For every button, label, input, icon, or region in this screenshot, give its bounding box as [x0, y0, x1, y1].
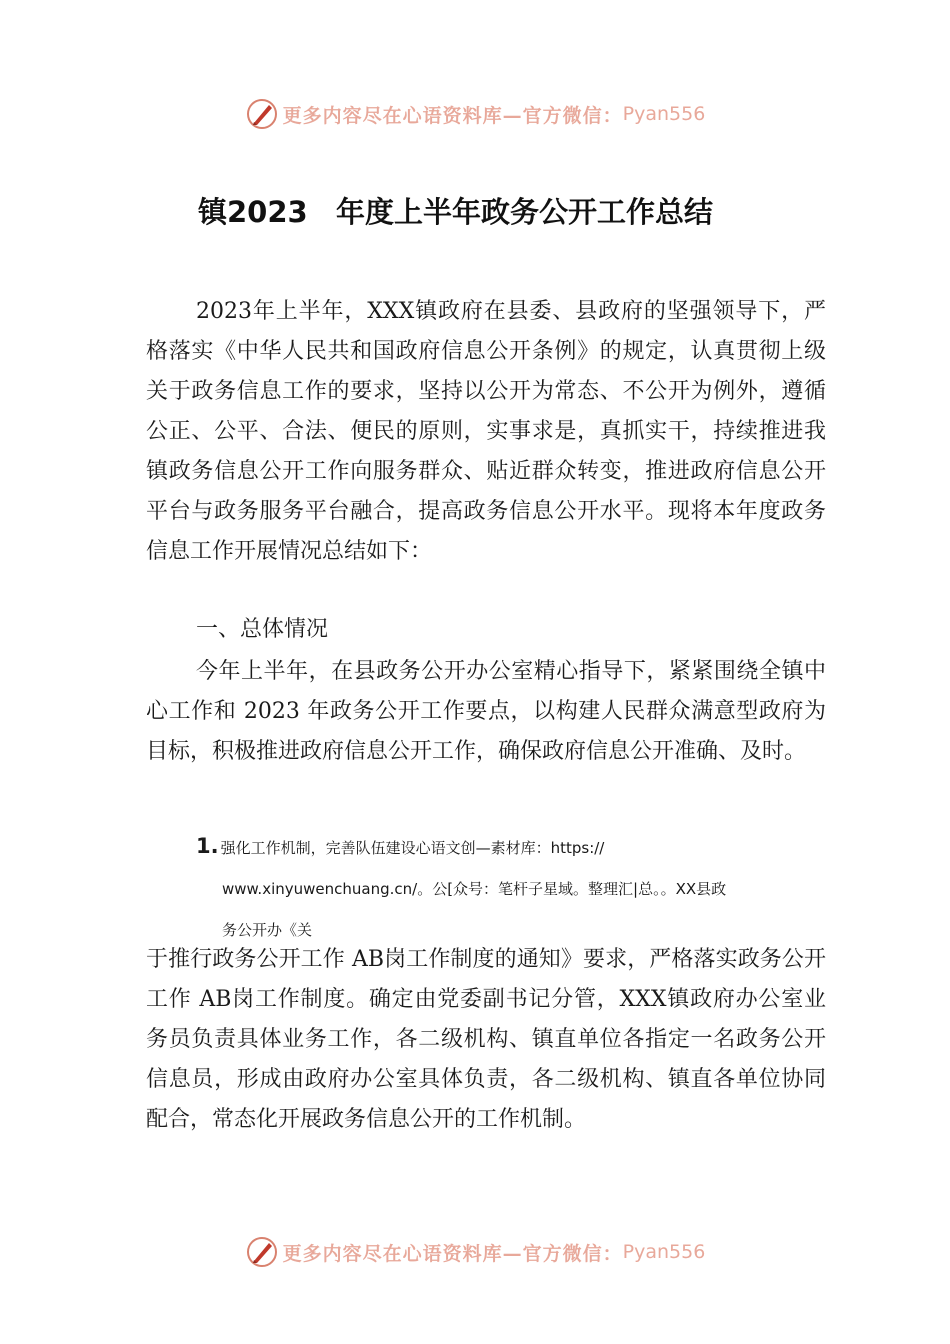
- list-item-number: 1.: [196, 834, 219, 858]
- list-item-1: [196, 826, 836, 951]
- quill-pen-logo-icon: [245, 1235, 279, 1269]
- footer-banner: [0, 1232, 950, 1272]
- paragraph-intro: 2023年上半年，XXX镇政府在县委、县政府的坚强领导下，严格落实《中华人民共和国政府信息公开条例》的规定，认真贯彻上级关于政务信息工作的要求，坚持以公开为常态、不公开为例外，遵循公正、公平、合法、便民的原则，实事求是，真抓实干，持续推进我镇政务信息公开工作向服务群众、贴近群众转变，推进政府信息公开平台与政务服务平台融合，提高政务信息公开水平。现将本年度政务信息工作开展情况总结如下：: [146, 299, 826, 564]
- footer-brand-id: Pyan556: [622, 1241, 706, 1263]
- title-part1: 镇2023: [198, 195, 308, 229]
- header-brand-id: Pyan556: [622, 103, 706, 125]
- footer-brand-text: 更多内容尽在心语资料库—官方微信：: [282, 1242, 623, 1265]
- header-brand-text: 更多内容尽在心语资料库—官方微信：: [282, 104, 623, 127]
- paragraph-mechanism: 于推行政务公开工作 AB岗工作制度的通知》要求，严格落实政务公开工作 AB岗工作制度。确定由党委副书记分管，XXX镇政府办公室业务员负责具体业务工作，各二级机构、镇直单位各指定一名政务公开信息员，形成由政府办公室具体负责，各二级机构、镇直各单位协同配合，常态化开展政务信息公开的工作机制。: [146, 947, 826, 1132]
- paragraph-overview: 今年上半年，在县政务公开办公室精心指导下，紧紧围绕全镇中心工作和 2023 年政务公开工作要点，以构建人民群众满意型政府为目标，积极推进政府信息公开工作，确保政府信息公开准确、及时。: [146, 659, 826, 764]
- list-item-line2: www.xinyuwenchuang.cn/。公[众号：笔杆子星域。整理汇|总。。XX县政: [222, 880, 727, 898]
- title-part2: 年度上半年政务公开工作总结: [336, 195, 714, 229]
- quill-pen-logo-icon: [245, 97, 279, 131]
- header-banner: [0, 94, 950, 134]
- section-heading-overview: 一、总体情况: [196, 617, 329, 642]
- list-item-line3: 务公开办《关: [222, 921, 313, 939]
- list-item-line1: 强化工作机制，完善队伍建设心语文创—素材库：https://: [220, 839, 605, 857]
